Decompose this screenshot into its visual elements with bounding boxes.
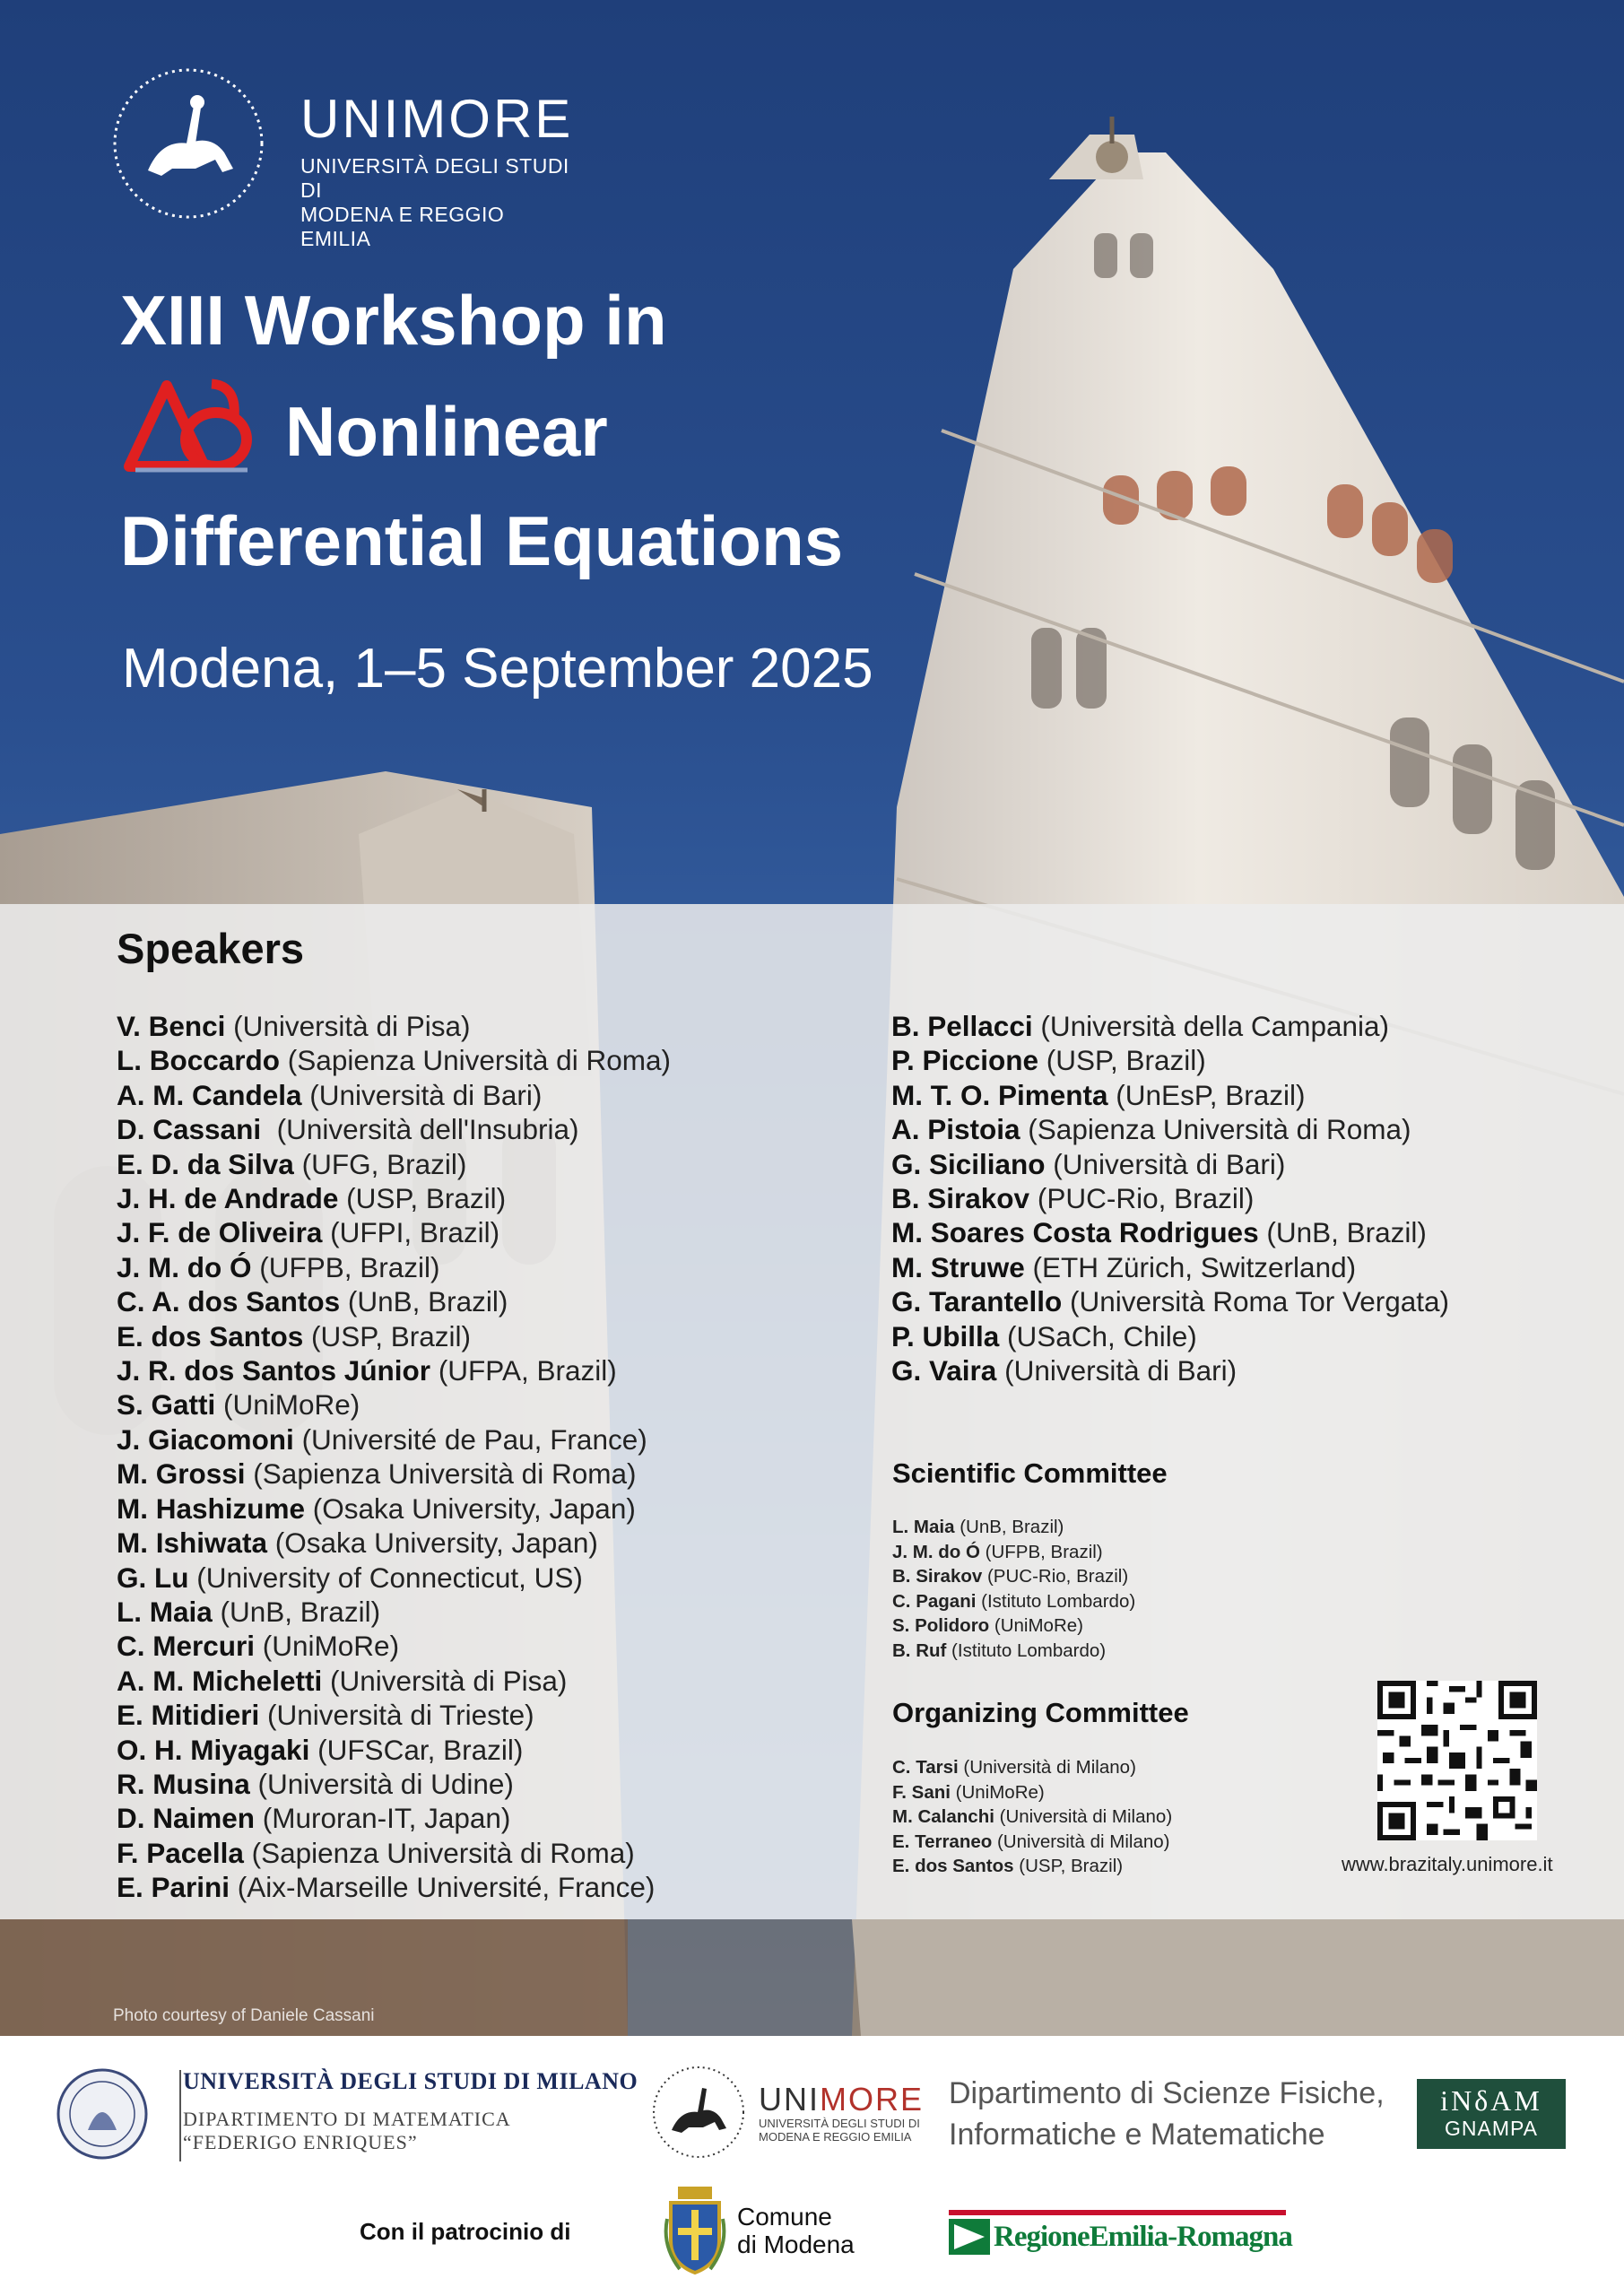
comune-line1: Comune [737,2203,832,2231]
unimore-footer-wordmark: UNIMORE [759,2081,924,2118]
speakers-heading: Speakers [117,925,305,972]
title-line-1: XIII Workshop in [120,281,667,360]
speaker-entry: G. Lu (University of Connecticut, US) [117,1561,583,1594]
unimi-department [183,2108,511,2154]
unimore-subtitle [300,154,574,251]
committee-member: S. Polidoro (UniMoRe) [892,1615,1083,1636]
speaker-entry: O. H. Miyagaki (UFSCar, Brazil) [117,1733,524,1766]
unimore-footer-sub-line1: UNIVERSITÀ DEGLI STUDI DI [759,2117,920,2130]
regione-flag-icon [949,2219,990,2255]
committee-member: E. dos Santos (USP, Brazil) [892,1856,1124,1876]
speaker-entry: S. Gatti (UniMoRe) [117,1388,360,1422]
speaker-entry: J. R. dos Santos Júnior (UFPA, Brazil) [117,1354,617,1387]
speaker-entry: B. Sirakov (PUC-Rio, Brazil) [891,1182,1255,1215]
speaker-entry: E. Mitidieri (Università di Trieste) [117,1699,534,1732]
unimore-footer-sub-line2: MODENA E REGGIO EMILIA [759,2130,912,2144]
speaker-entry: P. Ubilla (USaCh, Chile) [891,1319,1197,1352]
speaker-entry: A. Pistoia (Sapienza Università di Roma) [891,1113,1411,1146]
unimore-wordmark: UNIMORE [300,89,574,149]
dsfim-line1: Dipartimento di Scienze Fisiche, [949,2076,1385,2110]
speakers-list-col1 [117,1009,671,1905]
speaker-entry: M. Hashizume (Osaka University, Japan) [117,1492,636,1525]
speaker-entry: J. F. de Oliveira (UFPI, Brazil) [117,1216,500,1249]
organizing-committee-heading: Organizing Committee [892,1697,1189,1728]
indam-label: iNδAM [1440,2084,1542,2117]
committee-member: M. Calanchi (Università di Milano) [892,1806,1173,1827]
unimore-header-logo [108,63,574,250]
speaker-entry: F. Pacella (Sapienza Università di Roma) [117,1836,635,1869]
indam-gnampa-logo [1417,2079,1566,2149]
comune-line2: di Modena [737,2231,855,2258]
speaker-entry: D. Naimen (Muroran-IT, Japan) [117,1802,511,1835]
speaker-entry: G. Siciliano (Università di Bari) [891,1147,1286,1180]
unimi-divider [179,2070,181,2161]
speaker-entry: D. Cassani (Università dell'Insubria) [117,1113,579,1146]
regione-name: RegioneEmilia-Romagna [994,2221,1292,2253]
unimi-dept-line1: DIPARTIMENTO DI MATEMATICA [183,2108,511,2130]
scientific-committee-list [892,1515,1135,1663]
title-line-2: Nonlinear [285,392,608,471]
speaker-entry: J. H. de Andrade (USP, Brazil) [117,1182,507,1215]
comune-modena-crest-icon [662,2183,728,2276]
unimi-seal-icon [56,2067,149,2161]
committee-member: E. Terraneo (Università di Milano) [892,1831,1170,1852]
photo-credit: Photo courtesy of Daniele Cassani [113,2006,375,2025]
speaker-entry: J. M. do Ó (UFPB, Brazil) [117,1250,440,1283]
speaker-entry: V. Benci (Università di Pisa) [117,1010,471,1042]
speaker-entry: C. A. dos Santos (UnB, Brazil) [117,1285,508,1318]
speaker-entry: J. Giacomoni (Université de Pau, France) [117,1422,647,1456]
unimore-seal-icon [108,63,269,224]
unimore-subtitle-line1: UNIVERSITÀ DEGLI STUDI DI [300,154,569,202]
speaker-entry: A. M. Micheletti (Università di Pisa) [117,1664,568,1697]
committee-member: C. Tarsi (Università di Milano) [892,1757,1136,1778]
speaker-entry: M. Ishiwata (Osaka University, Japan) [117,1526,598,1560]
unimore-footer-subtitle [759,2117,920,2144]
unimi-name: UNIVERSITÀ DEGLI STUDI DI MILANO [183,2068,638,2094]
committee-member: L. Maia (UnB, Brazil) [892,1517,1064,1537]
unimi-dept-line2: “FEDERIGO ENRIQUES” [183,2131,418,2153]
comune-modena-name [737,2203,855,2258]
speaker-entry: E. D. da Silva (UFG, Brazil) [117,1147,467,1180]
speaker-entry: E. dos Santos (USP, Brazil) [117,1319,472,1352]
dsfim-department [949,2073,1385,2155]
speaker-entry: M. Soares Costa Rodrigues (UnB, Brazil) [891,1216,1427,1249]
speaker-entry: M. Grossi (Sapienza Università di Roma) [117,1457,637,1491]
committee-member: J. M. do Ó (UFPB, Brazil) [892,1541,1103,1562]
speaker-entry: M. Struwe (ETH Zürich, Switzerland) [891,1250,1357,1283]
speaker-entry: G. Tarantello (Università Roma Tor Vergata) [891,1285,1450,1318]
speaker-entry: P. Piccione (USP, Brazil) [891,1044,1206,1077]
gnampa-label: GNAMPA [1445,2117,1538,2140]
speakers-list-col2 [891,1009,1449,1387]
speaker-entry: L. Maia (UnB, Brazil) [117,1595,381,1628]
speaker-entry: B. Pellacci (Università della Campania) [891,1010,1390,1042]
patronage-label: Con il patrocinio di [360,2218,571,2245]
speaker-entry: G. Vaira (Università di Bari) [891,1354,1238,1387]
speaker-entry: L. Boccardo (Sapienza Università di Roma) [117,1044,671,1077]
unimore-footer-seal-icon [649,2063,748,2161]
event-date: Modena, 1–5 September 2025 [122,638,873,700]
website-link[interactable]: www.brazitaly.unimore.it [1342,1853,1553,1875]
committee-member: B. Sirakov (PUC-Rio, Brazil) [892,1566,1129,1587]
committee-member: B. Ruf (Istituto Lombardo) [892,1639,1107,1661]
unimore-subtitle-line2: MODENA E REGGIO EMILIA [300,203,505,250]
speaker-entry: A. M. Candela (Università di Bari) [117,1078,543,1111]
title-line-3: Differential Equations [120,501,844,580]
delta-partial-logo-icon [122,377,256,475]
regione-red-bar [949,2210,1286,2215]
committee-member: C. Pagani (Istituto Lombardo) [892,1590,1136,1612]
speaker-entry: M. T. O. Pimenta (UnEsP, Brazil) [891,1078,1306,1111]
qr-code-icon[interactable] [1377,1681,1537,1840]
organizing-committee-list [892,1755,1172,1879]
dsfim-line2: Informatiche e Matematiche [949,2118,1325,2152]
scientific-committee-heading: Scientific Committee [892,1457,1168,1489]
committee-member: F. Sani (UniMoRe) [892,1781,1045,1803]
regione-emilia-romagna-logo [949,2210,1292,2258]
speaker-entry: E. Parini (Aix-Marseille Université, France) [117,1871,656,1904]
speaker-entry: C. Mercuri (UniMoRe) [117,1630,400,1663]
speaker-entry: R. Musina (Università di Udine) [117,1767,514,1800]
